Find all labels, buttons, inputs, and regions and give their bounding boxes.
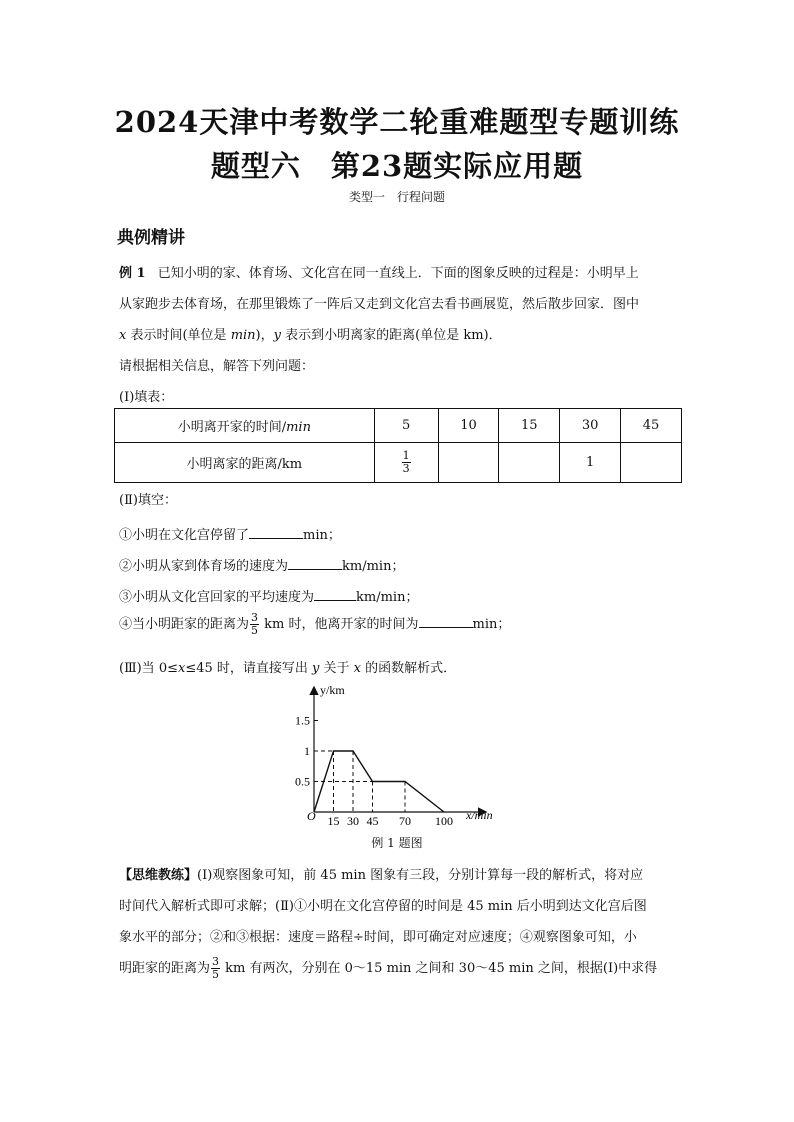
text: ①小明在文化宫停留了 [119,528,250,543]
hint-label: 【思维教练】 [119,868,198,883]
var-y: y [312,661,320,676]
text: km 有两次，分别在 0～15 min 之间和 30～45 min 之间，根据(Ⅰ)中求得 [221,961,658,976]
text: km 时，他离开家的时间为 [260,617,419,632]
distance-time-graph [280,680,510,825]
hint-line: 时间代入解析式即可求解；(Ⅱ)①小明在文化宫停留的时间是 45 min 后小明到达文化宫后图 [119,899,647,914]
text: 表示到小明离家的距离(单位是 km)． [280,328,502,343]
denominator: 5 [251,624,259,637]
numerator: 3 [251,611,259,624]
fraction [250,612,259,637]
table-cell: 1 [560,443,621,483]
text: min； [303,528,341,543]
fill-table [114,408,682,483]
part3 [119,657,456,676]
example-line-1 [119,262,639,281]
y-tick-label: 1 [304,744,310,758]
denominator: 5 [212,968,220,981]
text: ③小明从文化宫回家的平均速度为 [119,590,315,605]
question-4 [119,612,510,637]
document-title-line2: 题型六 第23题实际应用题 [210,149,584,183]
x-tick-label: 100 [435,814,453,825]
numerator: 1 [402,449,410,462]
text: (Ⅰ)观察图象可知，前 45 min 图象有三段，分别计算每一段的解析式，将对应 [197,868,644,883]
answer-blank[interactable] [288,557,342,570]
answer-blank[interactable] [314,588,356,601]
hint-line: 象水平的部分；②和③根据：速度＝路程÷时间，即可确定对应速度；④观察图象可知，小 [119,930,637,945]
y-axis-label: y/km [320,683,345,697]
answer-blank[interactable] [419,615,473,628]
text: km/min； [356,590,419,605]
table-cell: 30 [560,409,621,443]
table-row [115,409,682,443]
text: )， [255,328,274,343]
figure-caption: 例 1 题图 [371,836,423,850]
fraction [402,450,411,475]
document-title-line1: 2024天津中考数学二轮重难题型专题训练 [114,105,680,139]
table-header-time [115,409,375,443]
var-x: x [119,328,127,343]
text: (Ⅲ)当 0≤ [119,661,178,676]
text: ④当小明距家的距离为 [119,617,250,632]
table-cell [374,443,438,483]
table-cell: 45 [621,409,682,443]
table-cell-empty[interactable] [621,443,682,483]
x-tick-label: 45 [366,814,379,825]
text: min； [472,617,511,632]
x-tick-label: 15 [327,814,340,825]
text: 关于 [319,661,354,676]
unit-min: min [230,328,256,343]
origin-label: O [307,809,316,823]
example-line-3 [119,324,502,343]
table-cell-empty[interactable] [438,443,499,483]
hint-line [119,953,684,984]
numerator: 3 [212,955,220,968]
unit: min [286,420,311,435]
tick-marks [314,721,318,782]
part2-label: (Ⅱ)填空： [119,493,177,508]
y-tick-label: 0.5 [295,774,310,789]
question-2 [119,555,404,574]
text: 表示时间(单位是 [126,328,231,343]
fraction [211,956,220,981]
var-x: x [353,661,361,676]
x-tick-label: 70 [399,814,411,825]
text: 小明离开家的时间/ [177,420,287,435]
var-y: y [273,328,281,343]
denominator: 3 [402,462,410,475]
question-1 [119,524,341,543]
example-line-2: 从家跑步去体育场，在那里锻炼了一阵后又走到文化宫去看书画展览，然后散步回家．图中 [119,297,640,312]
answer-blank[interactable] [249,526,303,539]
text: ≤45 时，请直接写出 [185,661,313,676]
table-cell: 10 [438,409,499,443]
section-heading: 典例精讲 [117,228,185,248]
example-label: 例 1 [119,266,146,281]
text: 的函数解析式． [361,661,457,676]
x-tick-label: 30 [347,814,359,825]
y-tick-label: 1.5 [295,713,310,728]
instruction: 请根据相关信息，解答下列问题： [119,359,315,374]
hint-line [119,860,684,891]
table-cell-empty[interactable] [499,443,560,483]
text: ②小明从家到体育场的速度为 [119,559,289,574]
table-row [115,443,682,483]
text: km/min； [342,559,405,574]
var-x: x [177,661,186,676]
part1-label: (Ⅰ)填表： [119,390,174,405]
x-axis-label: x/min [466,808,493,822]
question-3 [119,586,418,605]
table-cell: 5 [374,409,438,443]
hint-paragraph [119,860,684,984]
document-subtitle: 类型一 行程问题 [348,190,445,204]
table-cell: 15 [499,409,560,443]
example-text-1: 已知小明的家、体育场、文化宫在同一直线上．下面的图象反映的过程是：小明早上 [157,266,639,281]
table-header-distance: 小明离家的距离/km [115,443,375,483]
text: 明距家的距离为 [119,961,211,976]
